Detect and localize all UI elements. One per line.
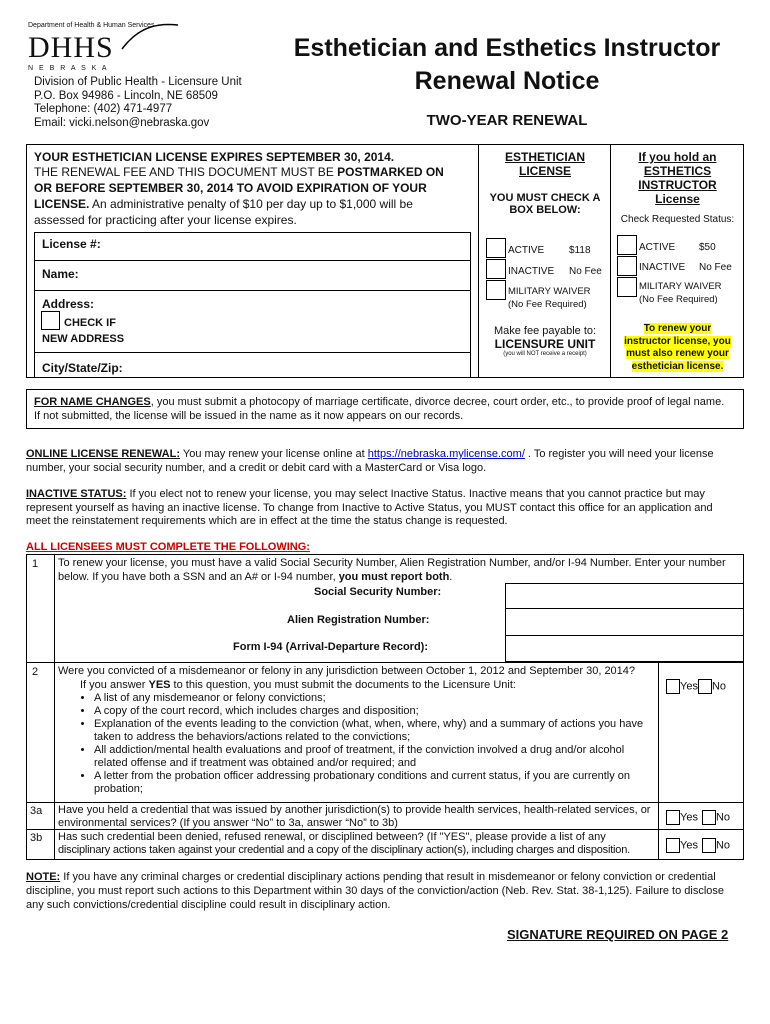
address-label: Address: xyxy=(42,297,95,311)
esth-inactive-checkbox[interactable] xyxy=(486,259,506,279)
q3a-yes-checkbox[interactable] xyxy=(666,810,680,825)
dept-name: Department of Health & Human Services xyxy=(28,22,155,29)
ssn-label: Social Security Number: xyxy=(314,586,442,598)
q2-bullet-item: • A list of any misdemeanor or felony convictions; xyxy=(94,692,656,705)
logo-swoosh-icon xyxy=(120,21,180,51)
name-changes-box: FOR NAME CHANGES, you must submit a photocopy of marriage certificate, divorce decree, court order, etc., to provide proof of legal name. If not submitted, the license will be issued in the name as it now appears on our records. xyxy=(26,389,744,429)
ssn-input[interactable] xyxy=(505,583,744,609)
license-label: License #: xyxy=(42,237,101,251)
q2-bullet-item: • All addiction/mental health evaluations and proof of treatment, if the conviction involved a drug and/or alcohol related offense and if treatment was obtained and/or required; and xyxy=(94,744,656,770)
q2-yes-no: Yes No xyxy=(666,679,726,694)
city-label: City/State/Zip: xyxy=(42,361,123,375)
online-renewal: ONLINE LICENSE RENEWAL: You may renew your license online at https://nebraska.mylicense.com/ . To register you will need your license number, your social security number, and a credit or debit card with a MasterCard or Visa logo. xyxy=(26,448,714,474)
q2-no-checkbox[interactable] xyxy=(698,679,712,694)
q3b-number: 3b xyxy=(30,832,43,844)
q3a-number: 3a xyxy=(30,805,43,817)
address-field[interactable] xyxy=(34,290,471,352)
esth-active-checkbox[interactable] xyxy=(486,238,506,258)
i94-label: Form I-94 (Arrival-Departure Record): xyxy=(233,641,428,653)
q3a-text: Have you held a credential that was issued by another jurisdiction(s) to provide health services, health-related services, or environmental services? (If you answer “No” to 3a, answer “No” to 3b) xyxy=(58,804,651,829)
check-if-label: CHECK IF xyxy=(64,317,116,329)
logo xyxy=(28,22,268,82)
email: Email: vicki.nelson@nebraska.gov xyxy=(34,116,210,129)
page-title-line2: Renewal Notice xyxy=(414,67,600,95)
q1-text: To renew your license, you must have a valid Social Security Number, Alien Registration Number, and/or I-94 Number. Enter your number below. If you have both a SSN and an A# or I-94 number, you must report both. xyxy=(58,557,726,583)
instr-inactive-checkbox[interactable] xyxy=(617,256,637,276)
division-info xyxy=(34,76,242,130)
q2-bullet-item: • Explanation of the events leading to the conviction (what, when, where, why) and a summary of actions you have taken to address the behaviors/actions related to the convictions; xyxy=(94,718,656,744)
page-title-line1: Esthetician and Esthetics Instructor xyxy=(293,34,721,62)
logo-mark xyxy=(28,29,268,69)
title-block xyxy=(260,34,754,129)
q2-bullet-item: • A copy of the court record, which includes charges and disposition; xyxy=(94,705,656,718)
alien-label: Alien Registration Number: xyxy=(287,614,430,626)
signature-required: SIGNATURE REQUIRED ON PAGE 2 xyxy=(507,927,729,942)
city-field[interactable] xyxy=(34,352,471,378)
right-box: If you hold an ESTHETICS INSTRUCTOR License Check Requested Status: xyxy=(620,150,735,225)
instr-active-checkbox[interactable] xyxy=(617,235,637,255)
all-licensees-heading: ALL LICENSEES MUST COMPLETE THE FOLLOWING: xyxy=(26,541,310,553)
name-label: Name: xyxy=(42,267,79,281)
q3b-text: Has such credential been denied, refused renewal, or disciplined between? (If "YES", please provide a list of any disciplinary actions taken against your credential and a copy of the disciplinary action(s), including charges and disposition. xyxy=(58,831,630,856)
q3b-yes-checkbox[interactable] xyxy=(666,838,680,853)
telephone: Telephone: (402) 471-4977 xyxy=(34,103,173,115)
header-block xyxy=(24,18,754,138)
q1-number: 1 xyxy=(32,558,39,570)
logo-text: DHHS xyxy=(28,31,114,64)
online-link[interactable]: https://nebraska.mylicense.com/ xyxy=(367,448,525,460)
q3a-yes-no: Yes No xyxy=(666,810,730,825)
license-field[interactable] xyxy=(34,232,471,260)
esth-military-checkbox[interactable] xyxy=(486,280,506,300)
q3a-no-checkbox[interactable] xyxy=(702,810,716,825)
q3b-yes-no: Yes No xyxy=(666,838,730,853)
new-address-checkbox[interactable] xyxy=(41,311,60,330)
q2-bullet-item: • A letter from the probation officer addressing probationary conditions and current status, if you are currently on probation; xyxy=(94,770,656,796)
expires-text: YOUR ESTHETICIAN LICENSE EXPIRES SEPTEMBER 30, 2014. xyxy=(34,150,395,164)
alien-input[interactable] xyxy=(505,609,744,636)
note-block: NOTE: If you have any criminal charges or credential disciplinary actions pending that result in misdemeanor or felony conviction or credential discipline, you must report such actions to this Department within 30 days of the conviction/action (Neb. Rev. Stat. 38-1,125). Failure to disclose any such convictions/credential discipline could result in disciplinary action. xyxy=(26,871,725,911)
inactive-status: INACTIVE STATUS: If you elect not to renew your license, you may select Inactive Status. Inactive means that you cannot practice but may represent yourself as having an inactive license. To change from Inactive to Active Status, you MUST contact this office for an application and meet the reinstatement requirements which are in effect at the time the status change is requested. xyxy=(26,488,713,527)
q2-number: 2 xyxy=(32,666,39,678)
logo-sub: N E B R A S K A xyxy=(28,65,109,72)
q2-text: Were you convicted of a misdemeanor or felony in any jurisdiction between October 1, 2012 and September 30, 2014? If you answer YES to this question, you must submit the documents to the Licensure Unit: • A list of any misdemeanor or felony convictions; • A copy of the court record, which includes charges and disposition; • Explanation of the events leading to the conviction (what, when, where, why) and a summary of actions you have taken to address the behaviors/actions related to the convictions; • All addiction/mental health evaluations and proof of treatment, if the conviction involved a drug and/or alcohol related offense and if treatment was obtained and/or required; and • A letter from the probation officer addressing probationary conditions and current status, if you are currently on probation; xyxy=(58,665,656,796)
page-subtitle: TWO-YEAR RENEWAL xyxy=(426,112,588,129)
middle-box: ESTHETICIAN LICENSE YOU MUST CHECK A BOX BELOW: xyxy=(489,150,601,216)
instr-military-checkbox[interactable] xyxy=(617,277,637,297)
i94-input[interactable] xyxy=(505,636,744,662)
left-box: YOUR ESTHETICIAN LICENSE EXPIRES SEPTEMBER 30, 2014. THE RENEWAL FEE AND THIS DOCUMENT MUST BE POSTMARKED ON OR BEFORE SEPTEMBER 30, 2014 TO AVOID EXPIRATION OF YOUR LICENSE. An administrative penalty of $10 per day up to $1,000 will be assessed for practicing after your license expires. xyxy=(34,150,470,228)
address: P.O. Box 94986 - Lincoln, NE 68509 xyxy=(34,89,218,102)
name-field[interactable] xyxy=(34,260,471,290)
q2-bullet-list xyxy=(58,692,656,796)
q2-yes-checkbox[interactable] xyxy=(666,679,680,694)
q3b-no-checkbox[interactable] xyxy=(702,838,716,853)
new-address-label: NEW ADDRESS xyxy=(42,333,125,345)
instructor-note-highlight: To renew your instructor license, you must also renew your esthetician license. xyxy=(624,323,731,372)
division: Division of Public Health - Licensure Unit xyxy=(34,76,242,88)
